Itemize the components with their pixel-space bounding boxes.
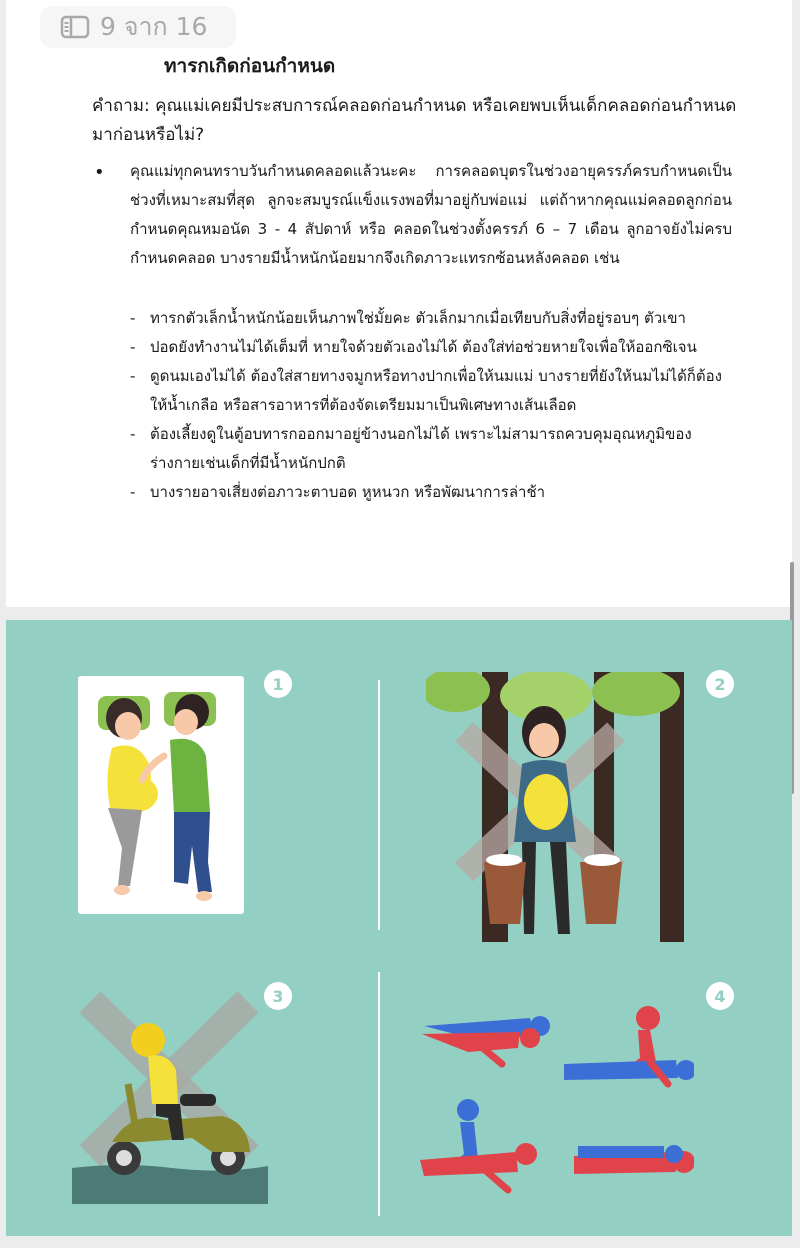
step-number-2: 2 xyxy=(706,670,734,698)
list-item-text: ดูดนมเองไม่ได้ ต้องใส่สายทางจมูกหรือทางปากเพื่อให้นมแม่ บางรายที่ยังให้นมไม่ได้ก็ต้องให้น้ำเกลือ หรือสารอาหารที่ต้องจัดเตรียมมาเป็นพิเศษทางเส้นเลือด xyxy=(150,367,722,414)
dash-marker: - xyxy=(130,425,136,443)
list-item-text: ปอดยังทำงานไม่ได้เต็มที่ หายใจด้วยตัวเองไม่ได้ ต้องใส่ท่อช่วยหายใจเพื่อให้ออกซิเจน xyxy=(150,338,697,356)
intro-paragraph: คุณแม่ทุกคนทราบวันกำหนดคลอดแล้วนะคะ การคลอดบุตรในช่วงอายุครรภ์ครบกำหนดเป็นช่วงที่เหมาะสมที่สุด ลูกจะสมบูรณ์แข็งแรงพอที่มาอยู่กับพ่อแม่ แต่ถ้าหากคุณแม่คลอดลูกก่อนกำหนดคุณหมอนัด 3 - 4 สัปดาห์ หรือ คลอดในช่วงตั้งครรภ์ 6 – 7 เดือน ลูกอาจยังไม่ครบกำหนดคลอด บางรายมีน้ำหนักน้อยมากจึงเกิดภาวะแทรกซ้อนหลังคลอด เช่น xyxy=(130,162,732,267)
dash-marker: - xyxy=(130,367,136,385)
question-text: คำถาม: คุณแม่เคยมีประสบการณ์คลอดก่อนกำหนด หรือเคยพบเห็นเด็กคลอดก่อนกำหนดมาก่อนหรือไม่? xyxy=(92,96,737,145)
couple-in-bed-illustration xyxy=(78,676,244,914)
step-number-1: 1 xyxy=(264,670,292,698)
figure-group-bottom-right xyxy=(574,1145,694,1174)
document-page-9 xyxy=(6,0,792,607)
dash-marker: - xyxy=(130,338,136,356)
dash-marker: - xyxy=(130,309,136,327)
step-number-4: 4 xyxy=(706,982,734,1010)
sidebar-toggle-icon[interactable] xyxy=(60,15,90,39)
figure-group-top-right xyxy=(564,1006,694,1084)
divider xyxy=(378,972,380,1216)
woman-carrying-buckets-illustration xyxy=(426,672,690,942)
list-item-text: บางรายอาจเสี่ยงต่อภาวะตาบอด หูหนวก หรือพัฒนาการล่าช้า xyxy=(150,483,546,501)
figure-group-top-left xyxy=(422,1016,550,1064)
page-indicator[interactable] xyxy=(40,6,236,48)
page-indicator-label: 9 จาก 16 xyxy=(100,12,208,41)
dash-marker: - xyxy=(130,483,136,501)
body-positions-illustration xyxy=(418,1004,694,1200)
step-number-3: 3 xyxy=(264,982,292,1010)
page-title: ทารกเกิดก่อนกำหนด xyxy=(164,55,336,77)
list-item-text: ต้องเลี้ยงดูในตู้อบทารกออกมาอยู่ข้างนอกไม่ได้ เพราะไม่สามารถควบคุมอุณหภูมิของร่างกายเช่นเด็กที่มีน้ำหนักปกติ xyxy=(150,425,692,472)
bullet-marker: • xyxy=(94,162,105,183)
woman-riding-scooter-illustration xyxy=(72,992,268,1204)
divider xyxy=(378,680,380,930)
figure-group-bottom-left xyxy=(420,1099,537,1190)
document-page-10 xyxy=(6,620,792,1236)
list-item-text: ทารกตัวเล็กน้ำหนักน้อยเห็นภาพใช่มั้ยคะ ตัวเล็กมากเมื่อเทียบกับสิ่งที่อยู่รอบๆ ตัวเขา xyxy=(150,309,686,327)
